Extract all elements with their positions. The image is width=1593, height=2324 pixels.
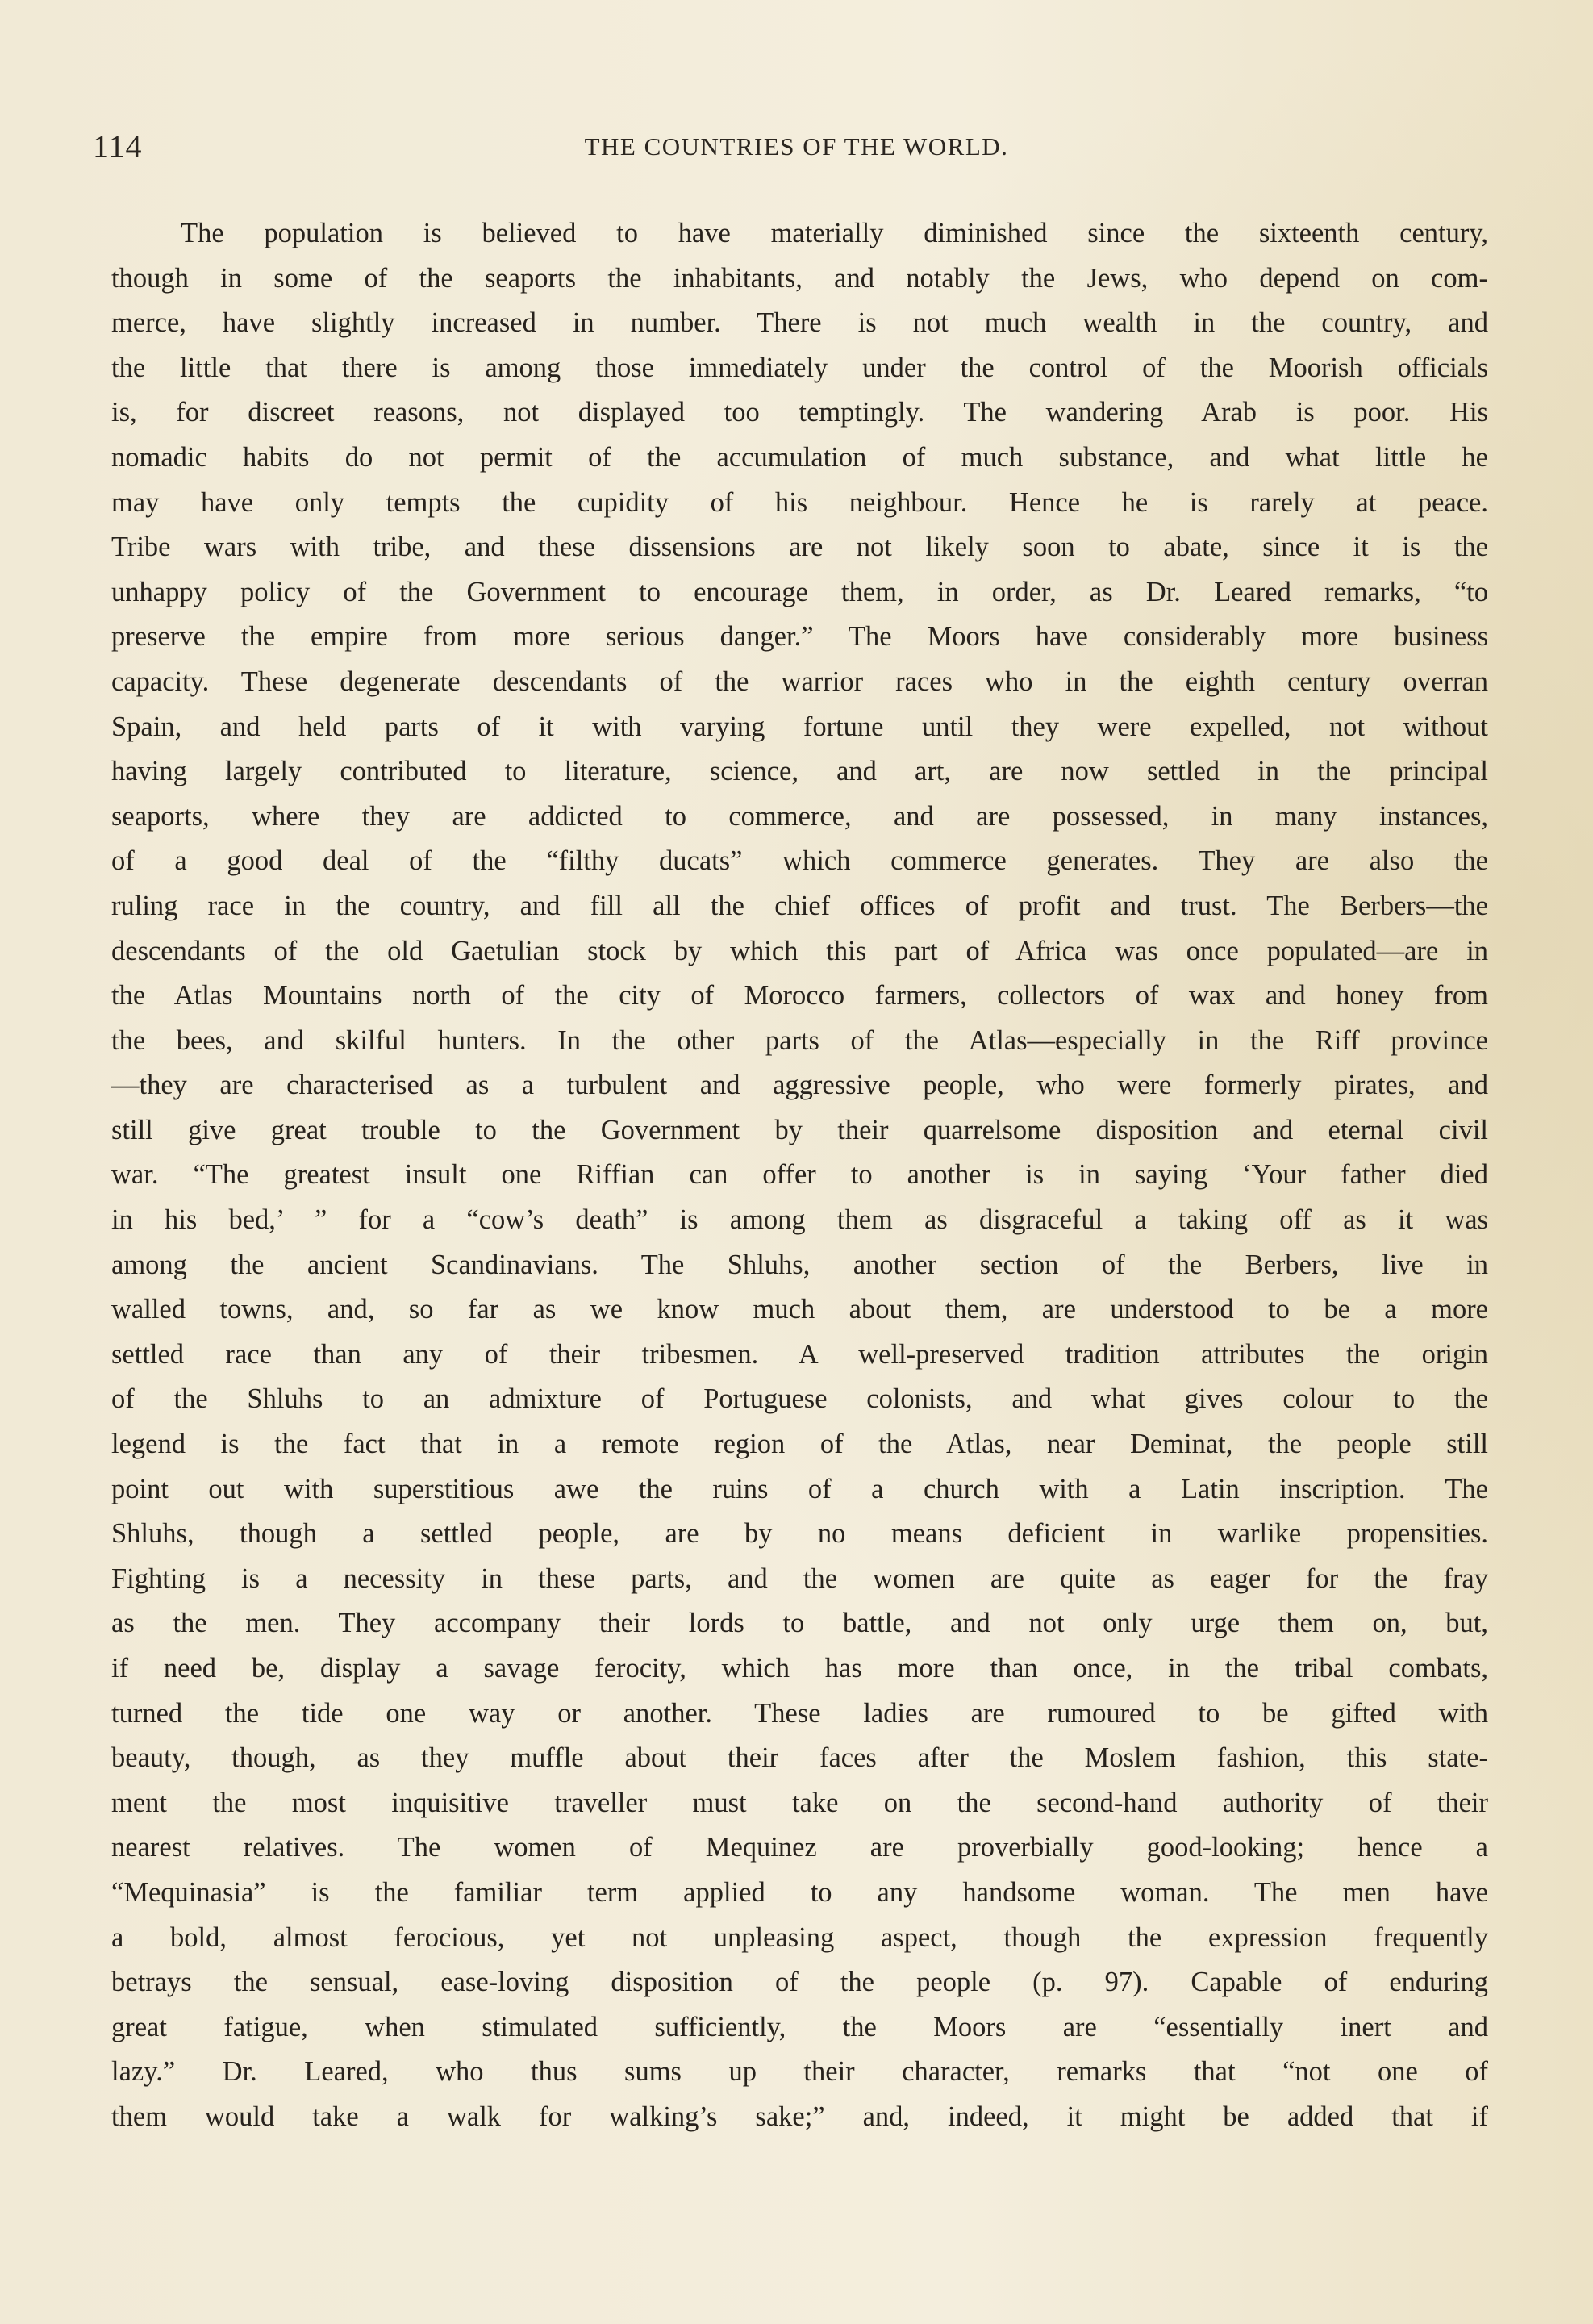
text-line: ruling race in the country, and fill all the chief offices of profit and trust. The Berbers—the xyxy=(111,890,1488,921)
text-line: lazy.” Dr. Leared, who thus sums up their character, remarks that “not one of xyxy=(111,2056,1488,2088)
text-line: walled towns, and, so far as we know much about them, are understood to be a more xyxy=(111,1294,1488,1325)
text-line: war. “The greatest insult one Riffian can offer to another is in saying ‘Your father died xyxy=(111,1159,1488,1191)
text-line: The population is believed to have materially diminished since the sixteenth century, xyxy=(181,218,1488,248)
text-line: capacity. These degenerate descendants of the warrior races who in the eighth century overran xyxy=(111,665,1488,697)
text-line: a bold, almost ferocious, yet not unpleasing aspect, though the expression frequently xyxy=(111,1921,1488,1953)
text-line: turned the tide one way or another. These ladies are rumoured to be gifted with xyxy=(111,1697,1488,1729)
running-title: THE COUNTRIES OF THE WORLD. xyxy=(584,132,1009,161)
page-header xyxy=(93,127,1500,176)
text-line: the little that there is among those immediately under the control of the Moorish officials xyxy=(111,352,1488,383)
body-paragraph xyxy=(111,211,1488,2140)
text-line: is, for discreet reasons, not displayed too temptingly. The wandering Arab is poor. His xyxy=(111,397,1488,428)
text-line: the Atlas Mountains north of the city of Morocco farmers, collectors of wax and honey from xyxy=(111,980,1488,1012)
text-line: Shluhs, though a settled people, are by no means deficient in warlike propensities. xyxy=(111,1518,1488,1550)
text-line: betrays the sensual, ease-loving disposition of the people (p. 97). Capable of enduring xyxy=(111,1967,1488,1998)
page-number: 114 xyxy=(93,128,143,165)
text-line: ment the most inquisitive traveller must take on the second-hand authority of their xyxy=(111,1787,1488,1818)
text-line: preserve the empire from more serious danger.” The Moors have considerably more business xyxy=(111,621,1488,653)
text-line: of the Shluhs to an admixture of Portuguese colonists, and what gives colour to the xyxy=(111,1383,1488,1415)
text-line: Fighting is a necessity in these parts, and the women are quite as eager for the fray xyxy=(111,1563,1488,1594)
text-line: the bees, and skilful hunters. In the other parts of the Atlas—especially in the Riff province xyxy=(111,1024,1488,1056)
text-line: “Mequinasia” is the familiar term applied to any handsome woman. The men have xyxy=(111,1876,1488,1908)
text-line: beauty, though, as they muffle about their faces after the Moslem fashion, this state- xyxy=(111,1742,1488,1774)
text-line: legend is the fact that in a remote region of the Atlas, near Deminat, the people still xyxy=(111,1429,1488,1460)
text-line: having largely contributed to literature, science, and art, are now settled in the principal xyxy=(111,756,1488,787)
text-line: —they are characterised as a turbulent and aggressive people, who were formerly pirates, and xyxy=(111,1070,1488,1101)
text-line: nomadic habits do not permit of the accumulation of much substance, and what little he xyxy=(111,441,1488,473)
text-line: Spain, and held parts of it with varying fortune until they were expelled, not without xyxy=(111,711,1488,742)
text-line: Tribe wars with tribe, and these dissensions are not likely soon to abate, since it is the xyxy=(111,532,1488,563)
text-line: point out with superstitious awe the ruins of a church with a Latin inscription. The xyxy=(111,1473,1488,1504)
text-line: still give great trouble to the Government by their quarrelsome disposition and eternal civil xyxy=(111,1114,1488,1145)
text-line: great fatigue, when stimulated sufficiently, the Moors are “essentially inert and xyxy=(111,2011,1488,2042)
text-line: merce, have slightly increased in number. There is not much wealth in the country, and xyxy=(111,307,1488,339)
text-line: though in some of the seaports the inhabitants, and notably the Jews, who depend on com- xyxy=(111,262,1488,294)
text-line: settled race than any of their tribesmen. A well-preserved tradition attributes the origin xyxy=(111,1338,1488,1370)
text-line: if need be, display a savage ferocity, which has more than once, in the tribal combats, xyxy=(111,1653,1488,1684)
text-line: them would take a walk for walking’s sake;” and, indeed, it might be added that if xyxy=(111,2101,1488,2132)
text-line: among the ancient Scandinavians. The Shluhs, another section of the Berbers, live in xyxy=(111,1249,1488,1280)
text-line: nearest relatives. The women of Mequinez are proverbially good-looking; hence a xyxy=(111,1832,1488,1863)
text-line: unhappy policy of the Government to encourage them, in order, as Dr. Leared remarks, “to xyxy=(111,576,1488,607)
text-line: as the men. They accompany their lords to battle, and not only urge them on, but, xyxy=(111,1608,1488,1639)
text-line: descendants of the old Gaetulian stock by which this part of Africa was once populated—are in xyxy=(111,935,1488,966)
text-line: seaports, where they are addicted to commerce, and are possessed, in many instances, xyxy=(111,800,1488,832)
text-line: in his bed,’ ” for a “cow’s death” is among them as disgraceful a taking off as it was xyxy=(111,1204,1488,1236)
text-line: of a good deal of the “filthy ducats” which commerce generates. They are also the xyxy=(111,845,1488,877)
text-line: may have only tempts the cupidity of his neighbour. Hence he is rarely at peace. xyxy=(111,486,1488,518)
